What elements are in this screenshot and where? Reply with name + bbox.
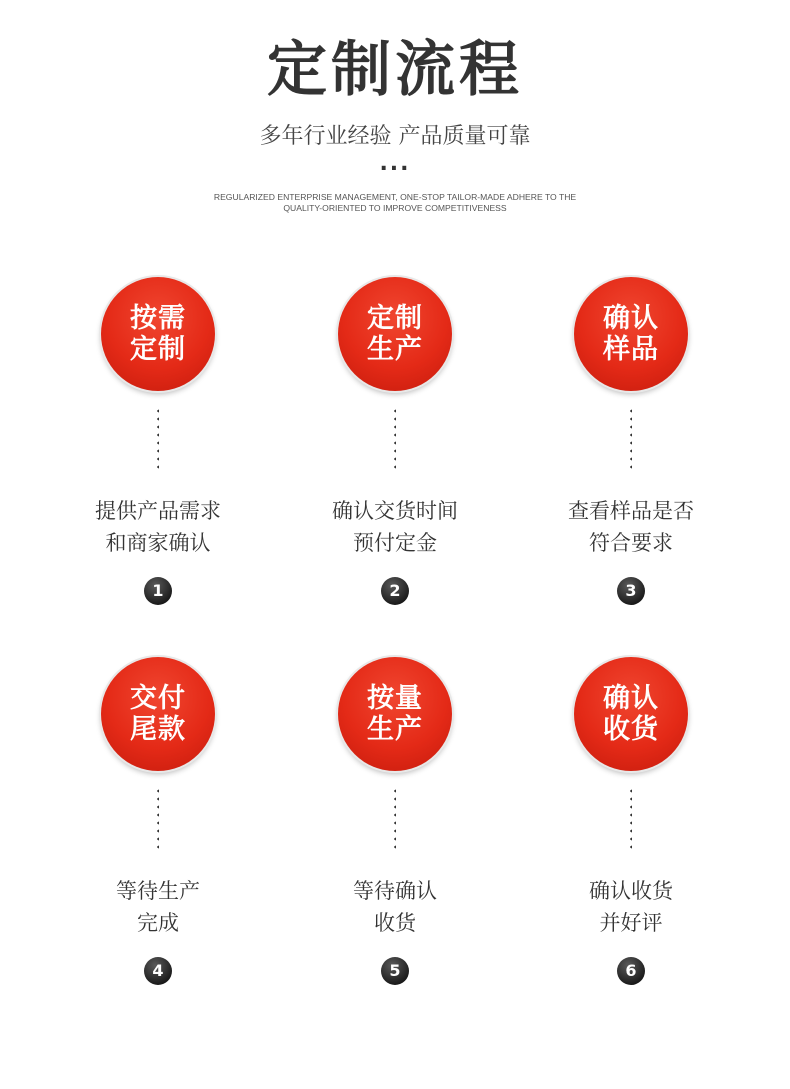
step-desc-line: 确认交货时间 xyxy=(332,499,458,523)
step-description-6 xyxy=(516,875,746,939)
step-desc-line: 查看样品是否 xyxy=(568,499,694,523)
step-circle-3 xyxy=(574,277,688,391)
step-circle-text: 确认 xyxy=(603,683,659,714)
dotted-connector xyxy=(394,787,396,851)
step-circle-text: 收货 xyxy=(603,714,659,745)
step-desc-line: 和商家确认 xyxy=(105,531,211,555)
dotted-connector xyxy=(630,407,632,471)
step-circle-text: 样品 xyxy=(603,334,659,365)
step-desc-line: 并好评 xyxy=(599,911,663,935)
step-circle-1 xyxy=(101,277,215,391)
page-title: 定制流程 xyxy=(267,35,523,105)
page-subtitle: 多年行业经验 产品质量可靠 xyxy=(259,124,531,149)
step-description-5 xyxy=(280,875,510,939)
english-tagline xyxy=(195,192,595,214)
step-number-badge: 6 xyxy=(617,957,645,985)
step-circle-text: 按需 xyxy=(130,303,186,334)
step-description-4 xyxy=(43,875,273,939)
step-circle-5 xyxy=(338,657,452,771)
step-number-badge: 1 xyxy=(144,577,172,605)
step-circle-text: 定制 xyxy=(130,334,186,365)
step-circle-4 xyxy=(101,657,215,771)
step-circle-text: 定制 xyxy=(367,303,423,334)
step-circle-text: 交付 xyxy=(130,683,186,714)
step-description-3 xyxy=(516,495,746,559)
dotted-connector xyxy=(394,407,396,471)
step-circle-text: 生产 xyxy=(367,714,423,745)
process-step-3 xyxy=(516,277,746,617)
process-step-1 xyxy=(43,277,273,617)
step-number-badge: 5 xyxy=(381,957,409,985)
dotted-connector xyxy=(157,787,159,851)
step-number-badge: 3 xyxy=(617,577,645,605)
process-step-6 xyxy=(516,657,746,997)
process-step-5 xyxy=(280,657,510,997)
step-desc-line: 完成 xyxy=(137,911,179,935)
step-desc-line: 符合要求 xyxy=(589,531,673,555)
step-circle-text: 尾款 xyxy=(130,714,186,745)
process-step-2 xyxy=(280,277,510,617)
english-tagline-line1: REGULARIZED ENTERPRISE MANAGEMENT, ONE-STOP TAILOR-MADE ADHERE TO THE xyxy=(213,192,577,202)
dotted-connector xyxy=(157,407,159,471)
step-number-badge: 2 xyxy=(381,577,409,605)
step-circle-text: 按量 xyxy=(367,683,423,714)
step-desc-line: 预付定金 xyxy=(353,531,437,555)
step-number-badge: 4 xyxy=(144,957,172,985)
step-desc-line: 确认收货 xyxy=(589,879,673,903)
english-tagline-line2: QUALITY-ORIENTED TO IMPROVE COMPETITIVENESS xyxy=(283,203,507,213)
step-circle-text: 确认 xyxy=(603,303,659,334)
step-circle-text: 生产 xyxy=(367,334,423,365)
subtitle-dots: ... xyxy=(379,151,411,176)
step-circle-6 xyxy=(574,657,688,771)
step-description-2 xyxy=(280,495,510,559)
process-step-4 xyxy=(43,657,273,997)
dotted-connector xyxy=(630,787,632,851)
step-desc-line: 收货 xyxy=(374,911,416,935)
step-circle-2 xyxy=(338,277,452,391)
step-description-1 xyxy=(43,495,273,559)
step-desc-line: 等待生产 xyxy=(116,879,200,903)
step-desc-line: 等待确认 xyxy=(353,879,437,903)
step-desc-line: 提供产品需求 xyxy=(95,499,221,523)
